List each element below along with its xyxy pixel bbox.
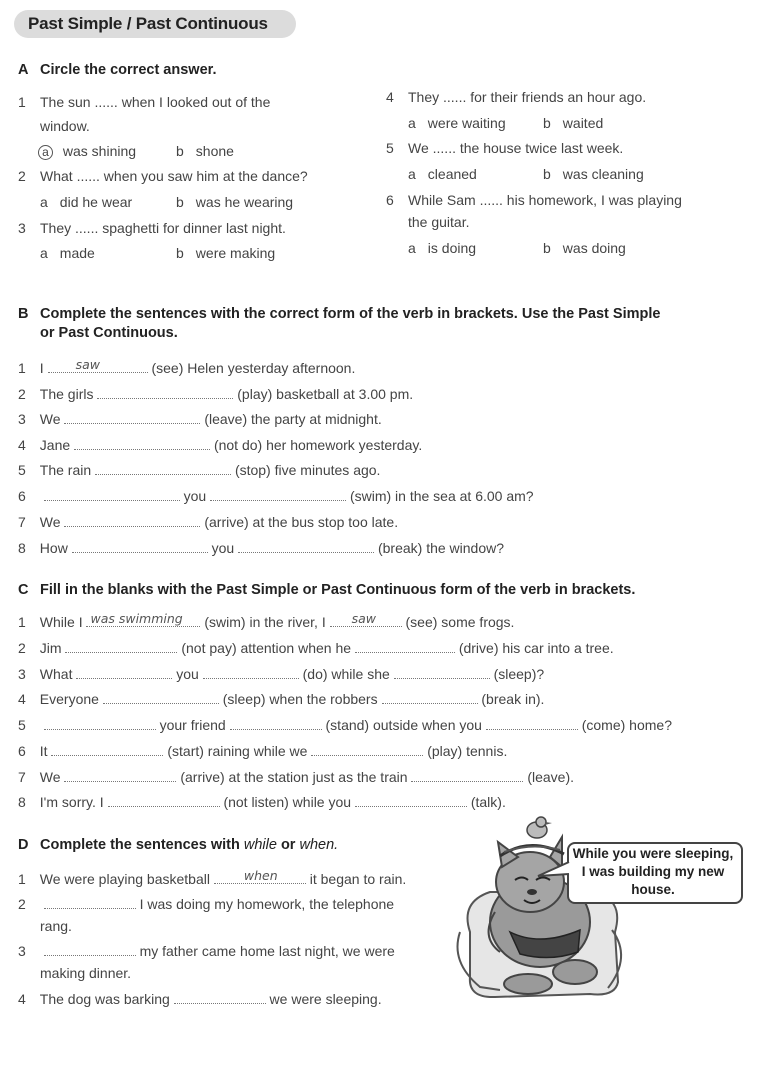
c-row-3: 3 What you (do) while she (sleep)? (18, 666, 545, 682)
d-row-4: 4 The dog was barking we were sleeping. (18, 991, 382, 1007)
a-q5-text: We ...... the house twice last week. (408, 140, 624, 156)
c-row-8: 8 I'm sorry. I (not listen) while you (talk). (18, 794, 506, 810)
b-row-7: 7 We (arrive) at the bus stop too late. (18, 514, 399, 530)
a-q5-number: 5 (386, 140, 394, 156)
a-q6-line2: the guitar. (408, 214, 470, 230)
a-q1-number: 1 (18, 94, 26, 110)
c-row-4: 4 Everyone (sleep) when the robbers (break in). (18, 691, 545, 707)
c1-handwritten-answer-2: saw (351, 611, 377, 626)
a-q6-option-b: b was doing (543, 240, 626, 256)
c-row-2: 2 Jim (not pay) attention when he (drive) his car into a tree. (18, 640, 614, 656)
page-title: Past Simple / Past Continuous (28, 14, 268, 33)
d-row-1: 1 We were playing basketball when it began to rain. (18, 868, 407, 887)
d-row-2-cont: rang. (40, 918, 72, 934)
section-b-heading-line2: or Past Continuous. (40, 325, 178, 341)
b-row-1: 1 I saw (see) Helen yesterday afternoon. (18, 357, 356, 376)
bubble-line-3: house. (631, 882, 675, 897)
a-q1-line2: window. (40, 118, 90, 134)
section-a-heading: A Circle the correct answer. (18, 62, 217, 78)
a-q2-option-b: b was he wearing (176, 194, 294, 210)
d-row-3: 3 my father came home last night, we were (18, 943, 395, 959)
b-row-2: 2 The girls (play) basketball at 3.00 pm. (18, 386, 414, 402)
c-row-5: 5 your friend (stand) outside when you (come) home? (18, 717, 672, 733)
d-row-2: 2 I was doing my homework, the telephone (18, 896, 395, 912)
a-q2-text: What ...... when you saw him at the dance? (40, 168, 308, 184)
a-q4-option-b: b waited (543, 115, 604, 131)
a-q1-line1: The sun ...... when I looked out of the (40, 94, 271, 110)
a-q3-option-a: a made (40, 245, 95, 261)
a-q5-option-b: b was cleaning (543, 166, 644, 182)
a-q3-number: 3 (18, 220, 26, 236)
c-row-1: 1 While I was swimming (swim) in the river, I saw (see) some frogs. (18, 611, 515, 630)
circled-answer-mark: a (38, 145, 53, 160)
a-q2-option-a: a did he wear (40, 194, 133, 210)
a-q4-number: 4 (386, 89, 394, 105)
section-d-heading: D Complete the sentences with while or when. (18, 837, 339, 853)
a-q6-line1: While Sam ...... his homework, I was playing (408, 192, 682, 208)
c1-handwritten-answer-1: was swimming (90, 611, 183, 626)
a-q3-text: They ...... spaghetti for dinner last night. (40, 220, 286, 236)
c-row-6: 6 It (start) raining while we (play) tennis. (18, 743, 508, 759)
bubble-line-1: While you were sleeping, (572, 846, 734, 861)
c-row-7: 7 We (arrive) at the station just as the train (leave). (18, 769, 575, 785)
a-q5-option-a: a cleaned (408, 166, 477, 182)
bubble-line-2: I was building my new (581, 864, 725, 879)
b-row-6: 6 you (swim) in the sea at 6.00 am? (18, 488, 534, 504)
section-c-heading: C Fill in the blanks with the Past Simple or Past Continuous form of the verb in brackets. (18, 582, 636, 598)
a-q4-text: They ...... for their friends an hour ago. (408, 89, 647, 105)
a-q3-option-b: b were making (176, 245, 276, 261)
a-q1-option-a: a was shining (38, 143, 136, 160)
section-b-heading: B Complete the sentences with the correct form of the verb in brackets. Use the Past Simple (18, 306, 661, 322)
a-q6-option-a: a is doing (408, 240, 477, 256)
b-row-5: 5 The rain (stop) five minutes ago. (18, 462, 381, 478)
d1-handwritten-answer: when (243, 868, 278, 883)
b-row-3: 3 We (leave) the party at midnight. (18, 411, 382, 427)
b-row-8: 8 How you (break) the window? (18, 540, 505, 556)
a-q2-number: 2 (18, 168, 26, 184)
b-row-4: 4 Jane (not do) her homework yesterday. (18, 437, 423, 453)
a-q4-option-a: a were waiting (408, 115, 506, 131)
b1-handwritten-answer: saw (75, 357, 100, 372)
d-row-3-cont: making dinner. (40, 965, 132, 981)
a-q1-option-b: b shone (176, 143, 234, 159)
a-q6-number: 6 (386, 192, 394, 208)
